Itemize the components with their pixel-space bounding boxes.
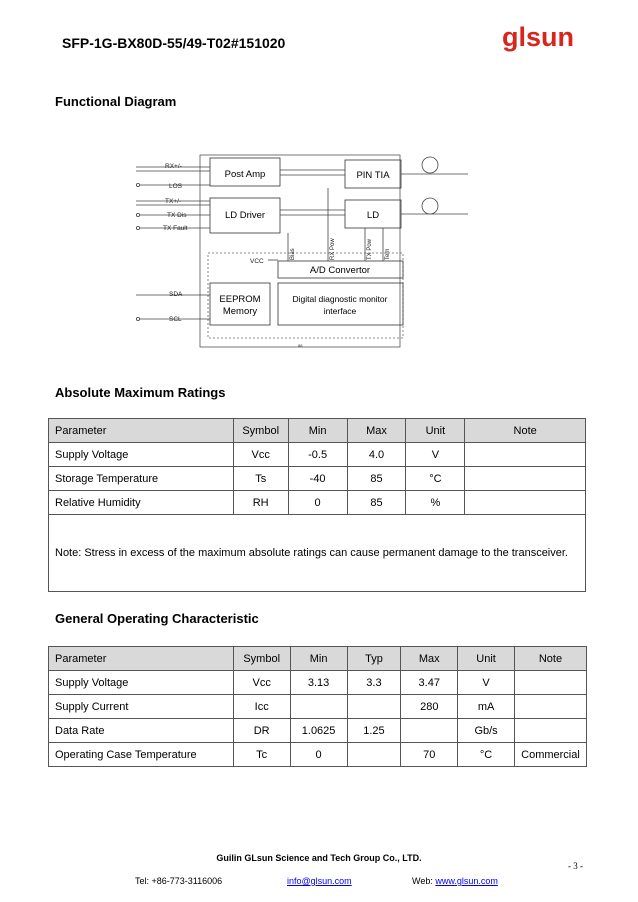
svg-text:TX Dis: TX Dis [167, 212, 187, 219]
footer-web [412, 876, 498, 886]
svg-text:Digital diagnostic monitor: Digital diagnostic monitor [292, 294, 388, 304]
table-row: Data Rate DR 1.0625 1.25 Gb/s [49, 719, 587, 743]
table-row: Storage Temperature Ts -40 85 °C [49, 467, 586, 491]
logo-text: glsun [502, 22, 574, 52]
svg-text:SCL: SCL [169, 316, 182, 323]
svg-text:VCC: VCC [250, 258, 264, 265]
footer-email-link[interactable]: info@glsun.com [287, 876, 352, 886]
svg-text:interface: interface [323, 306, 357, 316]
page-number: - 3 - [568, 861, 583, 871]
svg-text:TX Pow: TX Pow [367, 238, 373, 260]
svg-text:Bias: Bias [290, 248, 296, 260]
table-row: Supply Current Icc 280 mA [49, 695, 587, 719]
table-header-row: Parameter Symbol Min Typ Max Unit Note [49, 647, 587, 671]
svg-text:SDA: SDA [169, 291, 183, 298]
footer-web-link[interactable]: www.glsun.com [435, 876, 498, 886]
svg-text:Memory: Memory [222, 306, 258, 317]
general-op-table [48, 646, 587, 767]
svg-text:PIN TIA: PIN TIA [356, 170, 390, 181]
svg-text:EEPROM: EEPROM [219, 294, 261, 305]
svg-text:TX Fault: TX Fault [163, 225, 188, 232]
table-row: Relative Humidity RH 0 85 % [49, 491, 586, 515]
ddm-interface-block [278, 283, 403, 325]
functional-diagram-heading: Functional Diagram [55, 94, 177, 109]
functional-diagram [128, 148, 470, 348]
abs-max-heading: Absolute Maximum Ratings [55, 385, 226, 400]
table-header-row: Parameter Symbol Min Max Unit Note [49, 419, 586, 443]
table-row: Supply Voltage Vcc -0.5 4.0 V [49, 443, 586, 467]
document-title: SFP-1G-BX80D-55/49-T02#151020 [62, 35, 286, 51]
footer-company: Guilin GLsun Science and Tech Group Co., LTD. [216, 853, 422, 863]
svg-text:Post Amp: Post Amp [224, 169, 266, 180]
table-row: Operating Case Temperature Tc 0 70 °C Commercial [49, 743, 587, 767]
svg-text:LD Driver: LD Driver [224, 210, 266, 221]
table-row: Supply Voltage Vcc 3.13 3.3 3.47 V [49, 671, 587, 695]
footer-web-label: Web: [412, 876, 433, 886]
svg-text:LOS: LOS [169, 183, 183, 190]
svg-text:Tem: Tem [385, 248, 391, 260]
svg-text:RX+/-: RX+/- [165, 163, 182, 170]
table-note-row: Note: Stress in excess of the maximum absolute ratings can cause permanent damage to the transceiver. [49, 515, 586, 592]
svg-text:A/D Convertor: A/D Convertor [309, 265, 371, 276]
glsun-logo [500, 22, 590, 52]
general-op-heading: General Operating Characteristic [55, 611, 259, 626]
footer-tel: Tel: +86-773-3116006 [135, 876, 223, 886]
svg-text:TX+/-: TX+/- [165, 198, 182, 205]
svg-text:88: 88 [298, 343, 303, 348]
svg-text:RX Pow: RX Pow [330, 238, 336, 260]
svg-text:LD: LD [366, 210, 380, 221]
abs-max-table [48, 418, 586, 592]
